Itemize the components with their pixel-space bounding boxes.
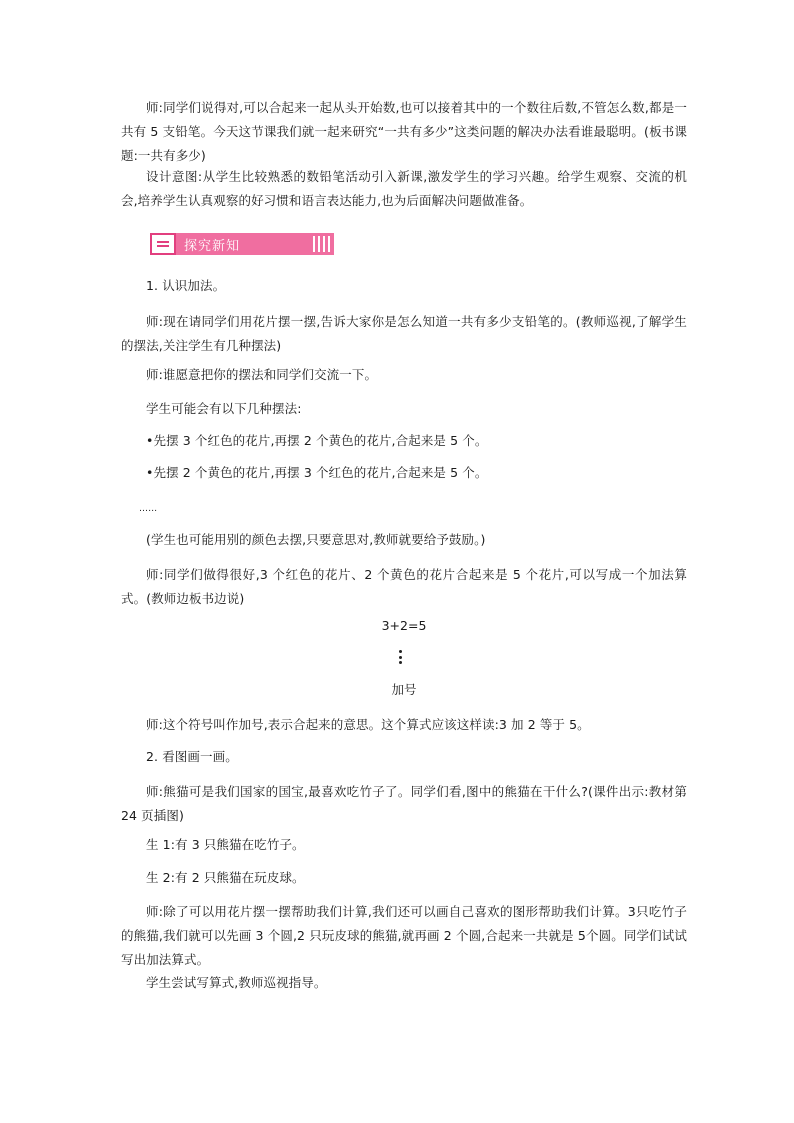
paragraph-possible-ways: 学生可能会有以下几种摆法: <box>146 401 302 416</box>
subheading-addition: 1. 认识加法。 <box>146 278 226 293</box>
paragraph-intro: 师:同学们说得对,可以合起来一起从头开始数,也可以接着其中的一个数往后数,不管怎么数,都是一共有 5 支铅笔。今天这节课我们就一起来研究“一共有多少”这类问题的解决办法看谁最聪明。(板书课题:一共有多少) <box>121 100 687 163</box>
section-number-two-icon <box>150 233 176 255</box>
formula: 3+2=5 <box>381 618 427 633</box>
paragraph-teacher-instruction: 师:现在请同学们用花片摆一摆,告诉大家你是怎么知道一共有多少支铅笔的。(教师巡视,了解学生的摆法,关注学生有几种摆法) <box>121 314 687 353</box>
paragraph-encourage-note: (学生也可能用别的颜色去摆,只要意思对,教师就要给予鼓励。) <box>146 532 486 547</box>
paragraph-student-2: 生 2:有 2 只熊猫在玩皮球。 <box>146 870 305 885</box>
paragraph-teacher-invite: 师:谁愿意把你的摆法和同学们交流一下。 <box>146 367 378 382</box>
ellipsis-line: …… <box>139 504 158 514</box>
paragraph-teacher-draw: 师:除了可以用花片摆一摆帮助我们计算,我们还可以画自己喜欢的图形帮助我们计算。3只吃竹子的熊猫,我们就可以先画 3 个圆,2 只玩皮球的熊猫,就再画 2 个圆,合起来一共就是 5个圆。同学们试试写出加法算式。 <box>121 904 687 967</box>
paragraph-design-intent: 设计意图:从学生比较熟悉的数铅笔活动引入新课,激发学生的学习兴趣。给学生观察、交流的机会,培养学生认真观察的好习惯和语言表达能力,也为后面解决问题做准备。 <box>121 169 687 208</box>
paragraph-plus-sign-explain: 师:这个符号叫作加号,表示合起来的意思。这个算式应该这样读:3 加 2 等于 5。 <box>146 717 590 732</box>
bullet-way-2: •先摆 2 个黄色的花片,再摆 3 个红色的花片,合起来是 5 个。 <box>146 465 488 480</box>
banner-stripes-decoration <box>313 236 330 252</box>
formula-label: 加号 <box>391 682 417 697</box>
pointer-dots-icon <box>398 650 402 664</box>
paragraph-teacher-praise: 师:同学们做得很好,3 个红色的花片、2 个黄色的花片合起来是 5 个花片,可以写成一个加法算式。(教师边板书边说) <box>121 567 687 606</box>
paragraph-student-try: 学生尝试写算式,教师巡视指导。 <box>146 975 327 990</box>
bullet-way-1: •先摆 3 个红色的花片,再摆 2 个黄色的花片,合起来是 5 个。 <box>146 433 488 448</box>
section-title: 探究新知 <box>184 238 241 254</box>
paragraph-panda-question: 师:熊猫可是我们国家的国宝,最喜欢吃竹子了。同学们看,图中的熊猫在干什么?(课件出示:教材第 24 页插图) <box>121 784 687 823</box>
subheading-draw: 2. 看图画一画。 <box>146 749 238 764</box>
section-banner-body <box>176 233 334 255</box>
paragraph-student-1: 生 1:有 3 只熊猫在吃竹子。 <box>146 837 305 852</box>
section-banner <box>150 233 334 255</box>
